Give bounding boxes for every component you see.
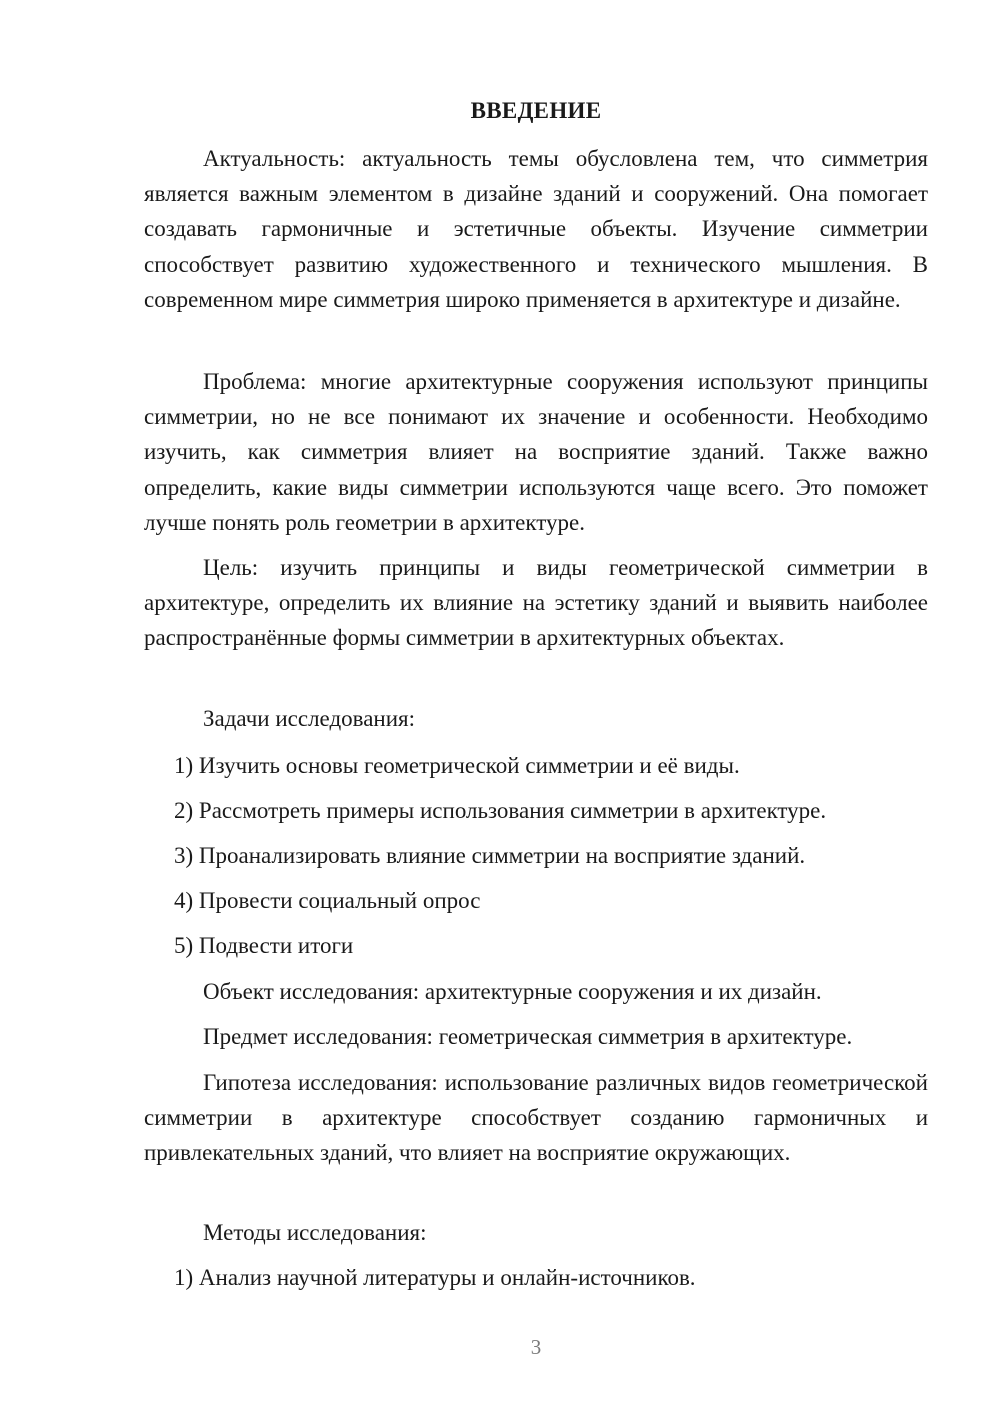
list-item-task-1: 1) Изучить основы геометрической симметрии и её виды.	[174, 753, 740, 778]
object-paragraph: Объект исследования: архитектурные сооружения и их дизайн.	[203, 979, 822, 1004]
tasks-heading: Задачи исследования:	[203, 706, 416, 731]
list-item-task-5: 5) Подвести итоги	[174, 933, 354, 958]
list-item-method-1: 1) Анализ научной литературы и онлайн-источников.	[174, 1265, 696, 1290]
subject-paragraph: Предмет исследования: геометрическая симметрия в архитектуре.	[203, 1024, 853, 1049]
relevance-paragraph: Актуальность: актуальность темы обусловлена тем, что симметрия является важным элементом в дизайне зданий и сооружений. Она помогает создавать гармоничные и эстетичные объекты. Изучение симметрии способствует развитию художественного и технического мышления. В современном мире симметрия широко применяется в архитектуре и дизайне.	[144, 146, 928, 312]
problem-paragraph: Проблема: многие архитектурные сооружения используют принципы симметрии, но не все понимают их значение и особенности. Необходимо изучить, как симметрия влияет на восприятие зданий. Также важно определить, какие виды симметрии используются чаще всего. Это поможет лучше понять роль геометрии в архитектуре.	[144, 369, 928, 535]
list-item-task-2: 2) Рассмотреть примеры использования симметрии в архитектуре.	[174, 798, 827, 823]
goal-paragraph: Цель: изучить принципы и виды геометрической симметрии в архитектуре, определить их влияние на эстетику зданий и выявить наиболее распространённые формы симметрии в архитектурных объектах.	[144, 555, 928, 651]
page-number: 3	[530, 1335, 542, 1359]
methods-heading: Методы исследования:	[203, 1220, 427, 1245]
list-item-task-3: 3) Проанализировать влияние симметрии на восприятие зданий.	[174, 843, 806, 868]
page-title: ВВЕДЕНИЕ	[470, 98, 602, 123]
list-item-task-4: 4) Провести социальный опрос	[174, 888, 481, 913]
hypothesis-paragraph: Гипотеза исследования: использование различных видов геометрической симметрии в архитектуре способствует созданию гармоничных и привлекательных зданий, что влияет на восприятие окружающих.	[144, 1070, 928, 1166]
